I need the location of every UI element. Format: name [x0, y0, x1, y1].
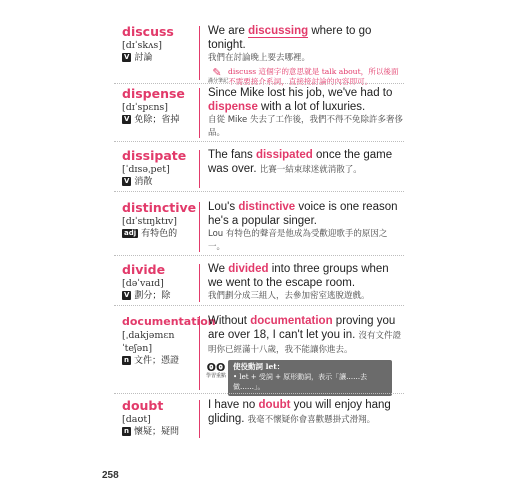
- part-of-speech: [122, 355, 204, 368]
- translation: 比賽一結束球迷就消散了。: [259, 164, 362, 174]
- meaning: 消散: [134, 177, 153, 187]
- pos-badge: V: [124, 291, 130, 299]
- entry-headword-block: [122, 262, 204, 303]
- headword: documentation: [122, 315, 216, 328]
- example-block: [208, 148, 404, 176]
- entry-doubt: [114, 398, 404, 440]
- note-text: discuss 這個字的意思就是 talk about，所以後面不需要接介系詞，直接接討論的內容即可。: [228, 67, 399, 86]
- pronunciation: [ˌdakjəmɛnˈteʃən]: [122, 330, 175, 354]
- grammar-title: 使役動詞 let：: [233, 362, 285, 371]
- study-note: [208, 67, 404, 87]
- entry-separator: [114, 141, 404, 142]
- translation: 我們劃分成三組人，去參加密室逃脫遊戲。: [208, 291, 370, 301]
- example-sentence: Since Mike lost his job, we've had to dispense with a lot of luxuries.: [208, 87, 393, 113]
- entry-headword-block: [122, 200, 204, 241]
- note-label-text: 滿分筆記: [208, 78, 229, 84]
- entry-discuss: [114, 24, 404, 84]
- highlighted-word: discussing: [248, 25, 309, 37]
- example-sentence: Lou's distinctive voice is one reason he's a popular singer.: [208, 201, 398, 227]
- grammar-label: 學習重點: [206, 373, 227, 379]
- example-block: [208, 86, 404, 140]
- part-of-speech: [122, 176, 204, 189]
- headword: dissipate: [122, 148, 187, 163]
- meaning: 文件；憑證: [133, 356, 179, 366]
- example-sentence: The fans dissipated once the game was over. 比賽一結束球迷就消散了。: [208, 149, 393, 175]
- pos-badge: adj: [124, 229, 137, 237]
- headword: dispense: [122, 86, 185, 101]
- part-of-speech: [122, 228, 204, 241]
- pronunciation: [dɪˈstɪŋktɪv]: [122, 216, 177, 227]
- example-block: [208, 314, 404, 398]
- meaning: 劃分；除: [134, 291, 171, 301]
- translation: Lou 有特色的聲音是他成為受歡迎歌手的原因之一。: [208, 229, 388, 252]
- pos-badge: n: [124, 356, 129, 364]
- entry-separator: [114, 393, 404, 394]
- example-block: [208, 200, 404, 254]
- pronunciation: [dɪˈspɛns]: [122, 102, 169, 113]
- part-of-speech: [122, 426, 204, 439]
- headword: doubt: [122, 398, 164, 413]
- entry-headword-block: [122, 148, 204, 189]
- entry-distinctive: [114, 200, 404, 256]
- highlighted-word: doubt: [258, 399, 291, 411]
- example-block: [208, 262, 404, 303]
- entry-separator: [114, 255, 404, 256]
- example-block: [208, 24, 404, 87]
- example-block: [208, 398, 404, 426]
- entry-documentation: [114, 314, 404, 394]
- glasses-icon: ʘʘ: [206, 361, 226, 374]
- entry-dispense: [114, 86, 404, 142]
- entry-headword-block: [122, 314, 216, 368]
- meaning: 討論: [134, 53, 153, 63]
- entry-divide: [114, 262, 404, 306]
- meaning: 懷疑；疑問: [133, 427, 179, 437]
- translation: 我們在討論晚上要去哪裡。: [208, 53, 311, 63]
- meaning: 免除；省掉: [134, 115, 180, 125]
- grammar-panel: [228, 360, 392, 396]
- translation: 我毫不懷疑你會喜歡懸掛式滑翔。: [247, 414, 376, 424]
- highlighted-word: divided: [228, 263, 269, 275]
- pos-badge: V: [124, 53, 130, 61]
- pronunciation: [dɪˈskʌs]: [122, 40, 163, 51]
- pos-badge: V: [124, 115, 130, 123]
- translation: 自從 Mike 失去了工作後，我們不得不免除許多奢侈品。: [208, 115, 403, 138]
- entry-separator: [114, 305, 404, 306]
- example-sentence: I have no doubt you will enjoy hang gliding. 我毫不懷疑你會喜歡懸掛式滑翔。: [208, 399, 391, 425]
- headword: divide: [122, 262, 166, 277]
- meaning: 有特色的: [141, 229, 178, 239]
- entry-separator: [114, 191, 404, 192]
- example-sentence: Without documentation proving you are over 18, I can't let you in. 沒有文件證明你已經滿十八歲，我不能讓你進去。: [208, 315, 402, 354]
- highlighted-word: documentation: [250, 315, 333, 327]
- pronunciation: [dəˈvaɪd]: [122, 278, 164, 289]
- part-of-speech: [122, 114, 204, 127]
- pos-badge: V: [124, 177, 130, 185]
- example-sentence: We are discussing where to go tonight.: [208, 25, 372, 51]
- page-number: 258: [102, 470, 119, 481]
- entry-headword-block: [122, 86, 204, 127]
- grammar-badge: [206, 362, 226, 379]
- headword: distinctive: [122, 200, 197, 215]
- pronunciation: [daʊt]: [122, 414, 151, 425]
- example-sentence: We divided into three groups when we went to the escape room.: [208, 263, 389, 289]
- pos-badge: n: [124, 427, 129, 435]
- pen-icon: ✎: [212, 66, 222, 79]
- highlighted-word: dissipated: [255, 149, 313, 161]
- headword: discuss: [122, 24, 174, 39]
- part-of-speech: [122, 290, 204, 303]
- highlighted-word: dispense: [208, 101, 258, 113]
- note-badge: [208, 66, 229, 84]
- grammar-body: • let + 受詞 + 原形動詞，表示「讓……去做……」。: [233, 373, 368, 391]
- entry-dissipate: [114, 148, 404, 192]
- entry-headword-block: [122, 24, 204, 65]
- entry-separator: [114, 83, 404, 84]
- part-of-speech: [122, 52, 204, 65]
- pronunciation: [ˈdɪsəˌpet]: [122, 164, 170, 175]
- highlighted-word: distinctive: [238, 201, 296, 213]
- entry-headword-block: [122, 398, 204, 439]
- translation: 沒有文件證明你已經滿十八歲，我不能讓你進去。: [208, 330, 402, 354]
